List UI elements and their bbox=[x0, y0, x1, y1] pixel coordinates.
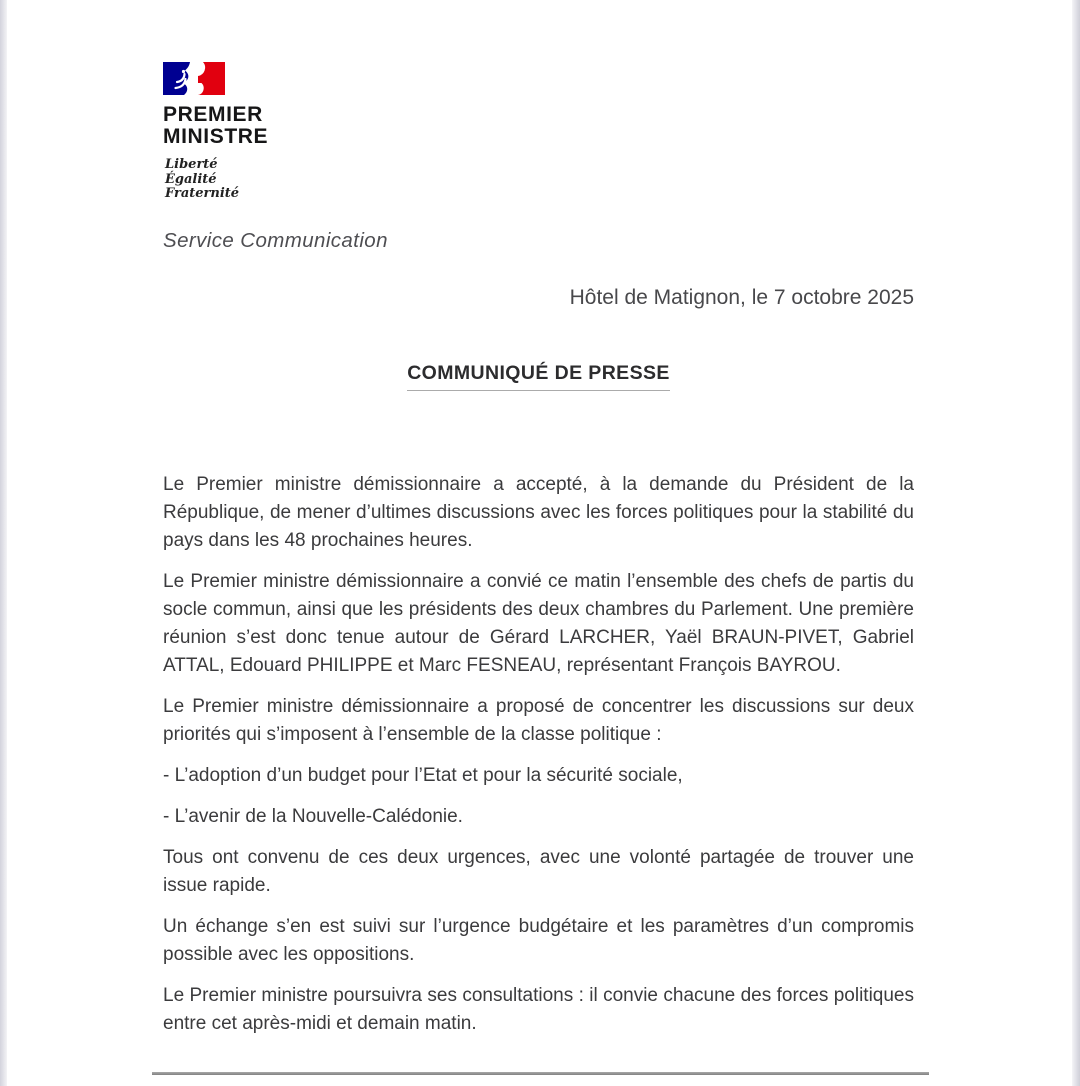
motto-liberte: Liberté bbox=[165, 157, 218, 172]
press-release-body bbox=[163, 471, 914, 1038]
photo-left-edge bbox=[0, 0, 7, 1086]
paragraph: Un échange s’en est suivi sur l’urgence budgétaire et les paramètres d’un compromis possible avec les oppositions. bbox=[163, 915, 914, 965]
institution-name-line1: PREMIER bbox=[163, 103, 263, 126]
republic-motto bbox=[165, 158, 914, 202]
paragraph: Le Premier ministre poursuivra ses consultations : il convie chacune des forces politiques entre cet après-midi et demain matin. bbox=[163, 984, 914, 1034]
paragraph: Tous ont convenu de ces deux urgences, avec une volonté partagée de trouver une issue rapide. bbox=[163, 846, 914, 896]
paragraph: Le Premier ministre démissionnaire a proposé de concentrer les discussions sur deux priorités qui s’imposent à l’ensemble de la classe politique : bbox=[163, 695, 914, 745]
service-line: Service Communication bbox=[163, 228, 388, 252]
photo-right-edge bbox=[1072, 0, 1080, 1086]
paragraph: Le Premier ministre démissionnaire a convié ce matin l’ensemble des chefs de partis du socle commun, ainsi que les présidents des deux chambres du Parlement. Une première réunion s’est donc tenue autour de Gérard LARCHER, Yaël BRAUN-PIVET, Gabriel ATTAL, Edouard PHILIPPE et Marc FESNEAU, représentant François BAYROU. bbox=[163, 570, 914, 676]
list-item-budget: - L’adoption d’un budget pour l’Etat et pour la sécurité sociale, bbox=[163, 764, 683, 786]
footer-separator-line bbox=[152, 1072, 929, 1075]
institution-name-line2: MINISTRE bbox=[163, 125, 269, 148]
government-logo bbox=[163, 62, 914, 202]
place-and-date-line: Hôtel de Matignon, le 7 octobre 2025 bbox=[569, 285, 914, 309]
french-flag-marianne-icon bbox=[163, 62, 225, 95]
institution-name bbox=[163, 104, 914, 148]
document-title-text: COMMUNIQUÉ DE PRESSE bbox=[407, 362, 670, 391]
list-item-nouvelle-caledonie: - L’avenir de la Nouvelle-Calédonie. bbox=[163, 805, 463, 827]
document-title bbox=[163, 362, 914, 391]
motto-egalite: Égalité bbox=[165, 171, 217, 187]
motto-fraternite: Fraternité bbox=[165, 186, 240, 201]
paragraph: Le Premier ministre démissionnaire a accepté, à la demande du Président de la République, de mener d’ultimes discussions avec les forces politiques pour la stabilité du pays dans les 48 prochaines heures. bbox=[163, 473, 914, 551]
